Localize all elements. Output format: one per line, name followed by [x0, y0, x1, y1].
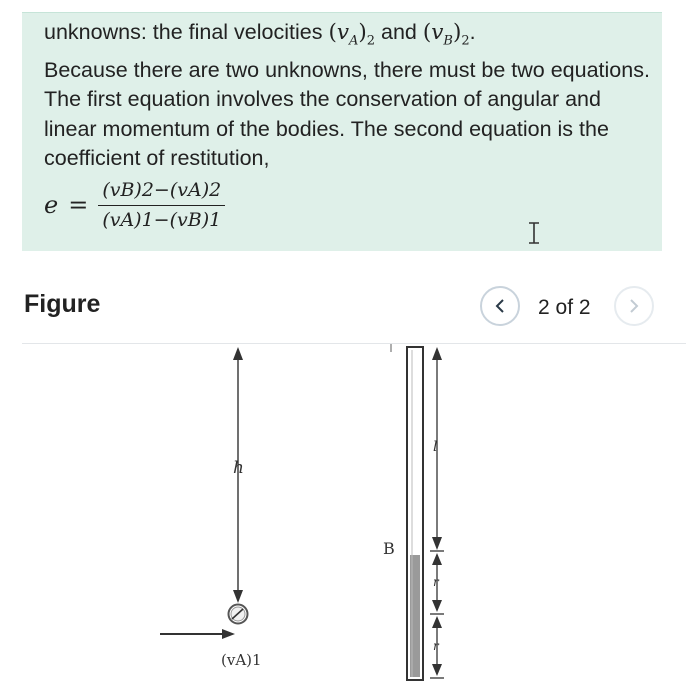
label-l: l [433, 439, 438, 455]
formula-denominator: (vA)1−(vB)1 [102, 209, 222, 232]
label-r2: r [433, 639, 439, 653]
rod-b [391, 344, 423, 680]
hint-line1-prefix: unknowns: the final velocities [44, 20, 329, 44]
hint-and: and [375, 20, 423, 44]
vb2-symbol: $(v_B)_2$ [422, 20, 470, 49]
figure-title: Figure [24, 290, 101, 318]
label-va1: (vA)1 [221, 651, 262, 669]
formula-numerator: (vB)2−(vA)2 [102, 178, 222, 201]
label-r1: r [433, 575, 439, 589]
va2-symbol: $(v_A)_2$ [328, 20, 376, 49]
formula-lhs: e [44, 191, 59, 219]
label-b: B [383, 539, 395, 558]
velocity-arrow [160, 629, 235, 639]
ball-a [229, 605, 248, 624]
formula-equals: = [68, 191, 89, 219]
hint-body: Because there are two unknowns, there must be two equations. The first equation involves the conservation of angular and linear momentum of the bodies. The second equation is the coefficient of restitution, [44, 57, 650, 171]
hint-line1-suffix: . [469, 20, 476, 44]
label-h: h [233, 458, 244, 478]
figure-counter: 2 of 2 [538, 296, 591, 319]
